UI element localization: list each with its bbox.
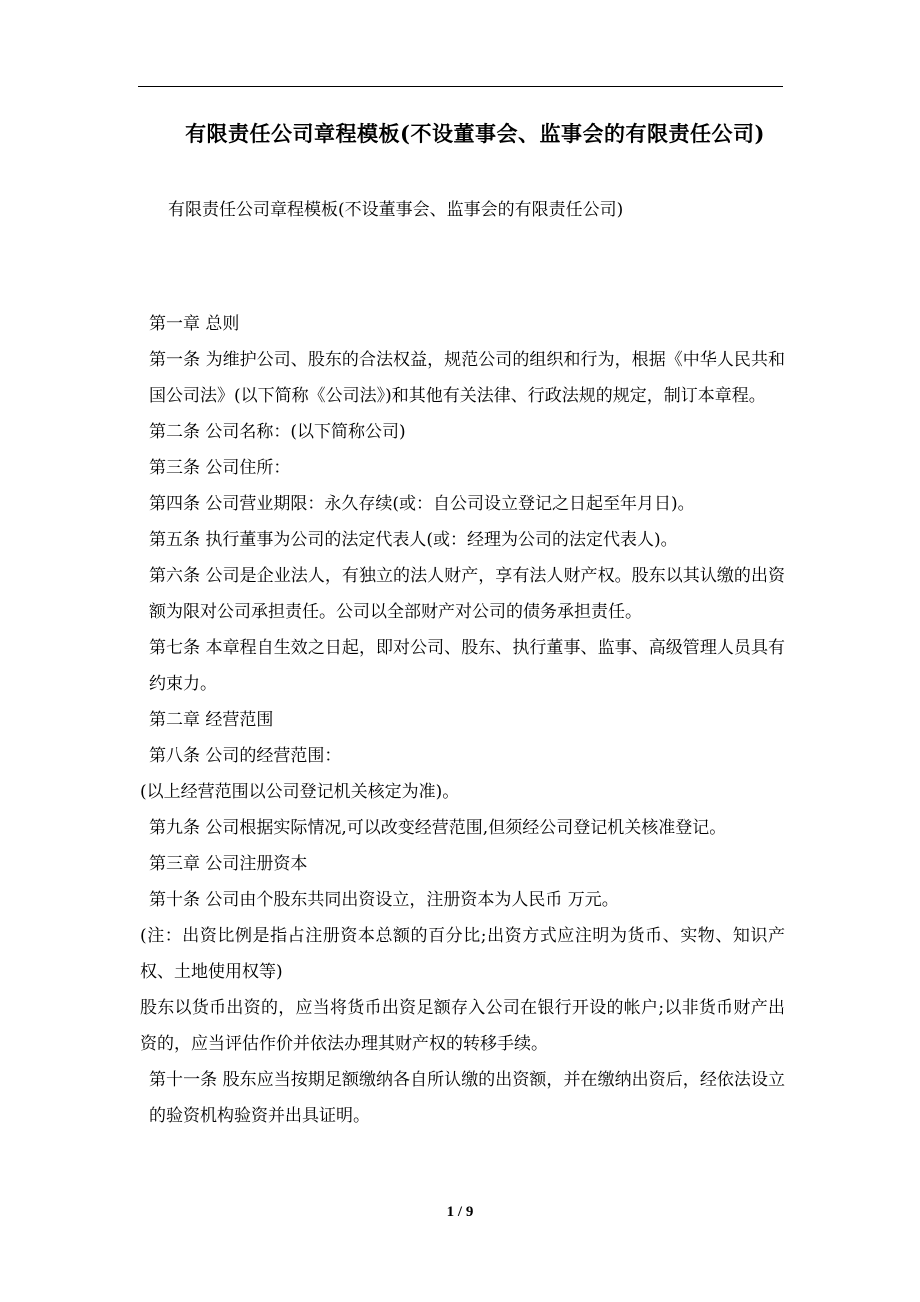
- article-5: 第五条 执行董事为公司的法定代表人(或：经理为公司的法定代表人)。: [149, 530, 678, 550]
- capital-note: (注：出资比例是指占注册资本总额的百分比;出资方式应注明为货币、实物、知识产权、土地使用权等): [140, 926, 785, 982]
- article-8: 第八条 公司的经营范围：: [149, 746, 342, 766]
- article-2: 第二条 公司名称：(以下简称公司): [149, 422, 406, 442]
- article-1: 第一条 为维护公司、股东的合法权益，规范公司的组织和行为，根据《中华人民共和国公司法》(以下简称《公司法》)和其他有关法律、行政法规的规定，制订本章程。: [149, 350, 785, 406]
- article-3: 第三条 公司住所：: [149, 458, 291, 478]
- article-6: 第六条 公司是企业法人，有独立的法人财产，享有法人财产权。股东以其认缴的出资额为限对公司承担责任。公司以全部财产对公司的债务承担责任。: [149, 566, 785, 622]
- article-7: 第七条 本章程自生效之日起，即对公司、股东、执行董事、监事、高级管理人员具有约束力。: [149, 638, 785, 694]
- document-subtitle: 有限责任公司章程模板(不设董事会、监事会的有限责任公司): [168, 200, 624, 220]
- cash-contribution-paragraph: 股东以货币出资的，应当将货币出资足额存入公司在银行开设的帐户;以非货币财产出资的，应当评估作价并依法办理其财产权的转移手续。: [140, 998, 785, 1054]
- chapter-2-heading: 第二章 经营范围: [149, 710, 274, 730]
- document-body: [140, 306, 785, 1134]
- article-11: 第十一条 股东应当按期足额缴纳各自所认缴的出资额，并在缴纳出资后，经依法设立的验资机构验资并出具证明。: [149, 1070, 785, 1126]
- header-rule: [138, 86, 783, 87]
- scope-note: (以上经营范围以公司登记机关核定为准)。: [140, 782, 460, 802]
- chapter-3-heading: 第三章 公司注册资本: [149, 854, 308, 874]
- article-4: 第四条 公司营业期限：永久存续(或：自公司设立登记之日起至年月日)。: [149, 494, 695, 514]
- article-9: 第九条 公司根据实际情况,可以改变经营范围,但须经公司登记机关核准登记。: [149, 818, 727, 838]
- document-title: 有限责任公司章程模板(不设董事会、监事会的有限责任公司): [185, 121, 765, 146]
- article-10: 第十条 公司由个股东共同出资设立，注册资本为人民币 万元。: [149, 890, 619, 910]
- chapter-1-heading: 第一章 总则: [149, 314, 240, 334]
- page-indicator: 1 / 9: [446, 1204, 474, 1220]
